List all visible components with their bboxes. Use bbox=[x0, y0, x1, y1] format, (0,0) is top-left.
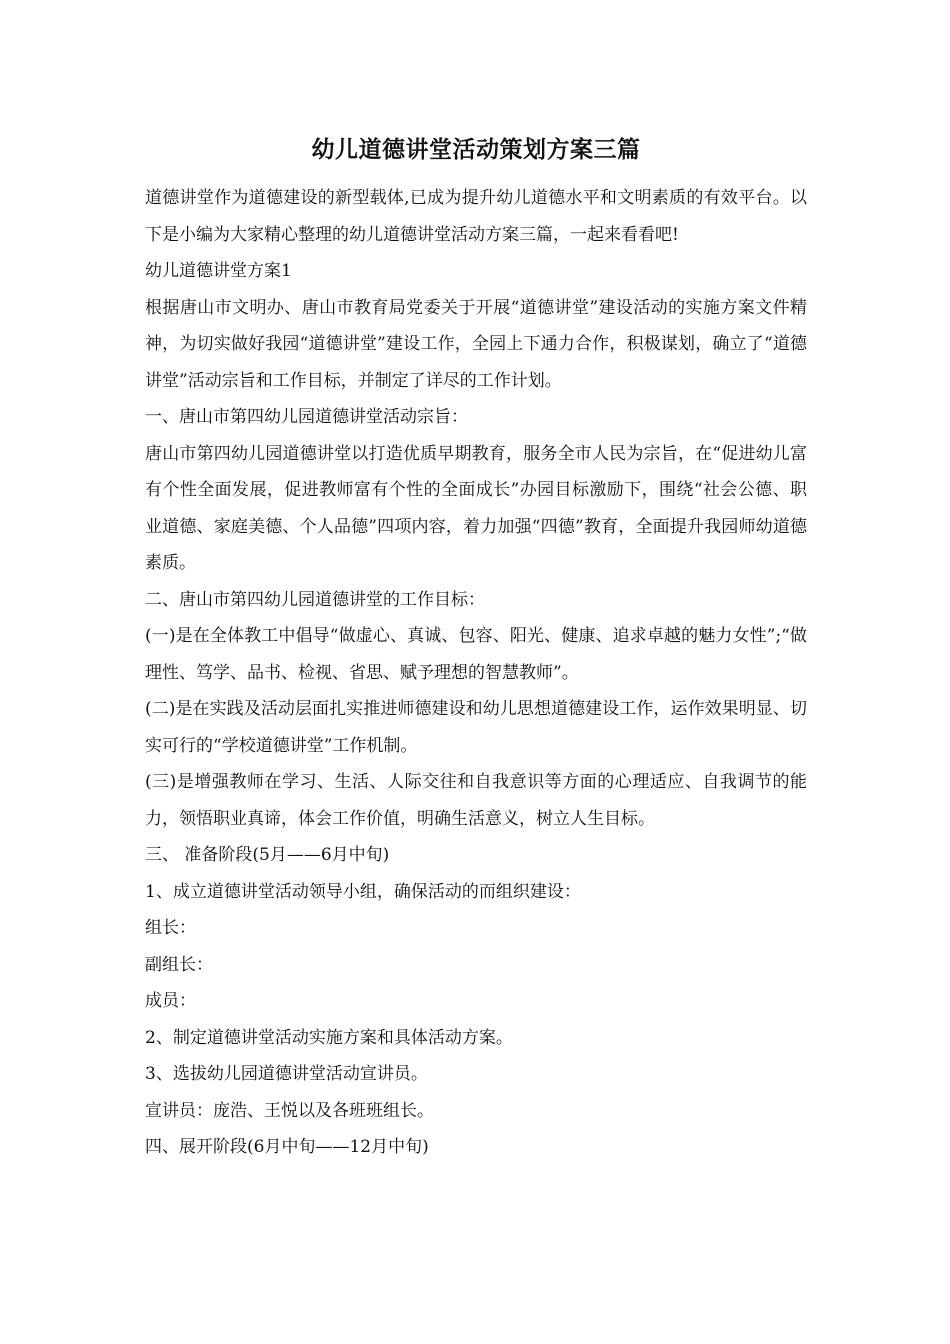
body-paragraph: 根据唐山市文明办、唐山市教育局党委关于开展“道德讲堂”建设活动的实施方案文件精神，为切实做好我园“道德讲堂”建设工作，全园上下通力合作，积极谋划，确立了“道德讲堂”活动宗旨和工作目标，并制定了详尽的工作计划。 bbox=[145, 297, 807, 391]
goal-item: (二)是在实践及活动层面扎实推进师德建设和幼儿思想道德建设工作，运作效果明显、切实可行的“学校道德讲堂”工作机制。 bbox=[145, 699, 807, 756]
section-heading-preparation: 三、 准备阶段(5月——6月中旬) bbox=[145, 845, 390, 865]
document-title: 幼儿道德讲堂活动策划方案三篇 bbox=[311, 136, 641, 163]
list-item: 副组长： bbox=[145, 954, 213, 975]
section-heading-plan-1: 幼儿道德讲堂方案1 bbox=[145, 261, 292, 281]
section-heading-implementation: 四、展开阶段(6月中旬——12月中旬) bbox=[145, 1137, 429, 1157]
section-heading-goals: 二、唐山市第四幼儿园道德讲堂的工作目标： bbox=[145, 589, 485, 610]
list-item: 组长： bbox=[145, 918, 196, 938]
list-item: 1、成立道德讲堂活动领导小组，确保活动的而组织建设： bbox=[145, 881, 581, 902]
goal-item: (三)是增强教师在学习、生活、人际交往和自我意识等方面的心理适应、自我调节的能力，领悟职业真谛，体会工作价值，明确生活意义，树立人生目标。 bbox=[145, 772, 807, 829]
list-item: 成员： bbox=[145, 991, 196, 1011]
list-item: 宣讲员：庞浩、王悦以及各班班组长。 bbox=[145, 1100, 434, 1121]
document-page bbox=[145, 130, 807, 1166]
section-heading-purpose: 一、唐山市第四幼儿园道德讲堂活动宗旨： bbox=[145, 407, 468, 427]
list-item: 3、选拔幼儿园道德讲堂活动宣讲员。 bbox=[145, 1064, 428, 1084]
list-item: 2、制定道德讲堂活动实施方案和具体活动方案。 bbox=[145, 1027, 513, 1048]
goal-item: (一)是在全体教工中倡导“做虚心、真诚、包容、阳光、健康、追求卓越的魅力女性”;“做理性、笃学、品书、检视、省思、赋予理想的智慧教师”。 bbox=[145, 626, 807, 683]
intro-paragraph: 道德讲堂作为道德建设的新型载体,已成为提升幼儿道德水平和文明素质的有效平台。以下是小编为大家精心整理的幼儿道德讲堂活动方案三篇，一起来看看吧! bbox=[145, 188, 807, 245]
body-paragraph: 唐山市第四幼儿园道德讲堂以打造优质早期教育，服务全市人民为宗旨，在“促进幼儿富有个性全面发展，促进教师富有个性的全面成长”办园目标激励下，围绕“社会公德、职业道德、家庭美德、个人品德”四项内容，着力加强“四德”教育，全面提升我园师幼道德素质。 bbox=[145, 443, 807, 573]
